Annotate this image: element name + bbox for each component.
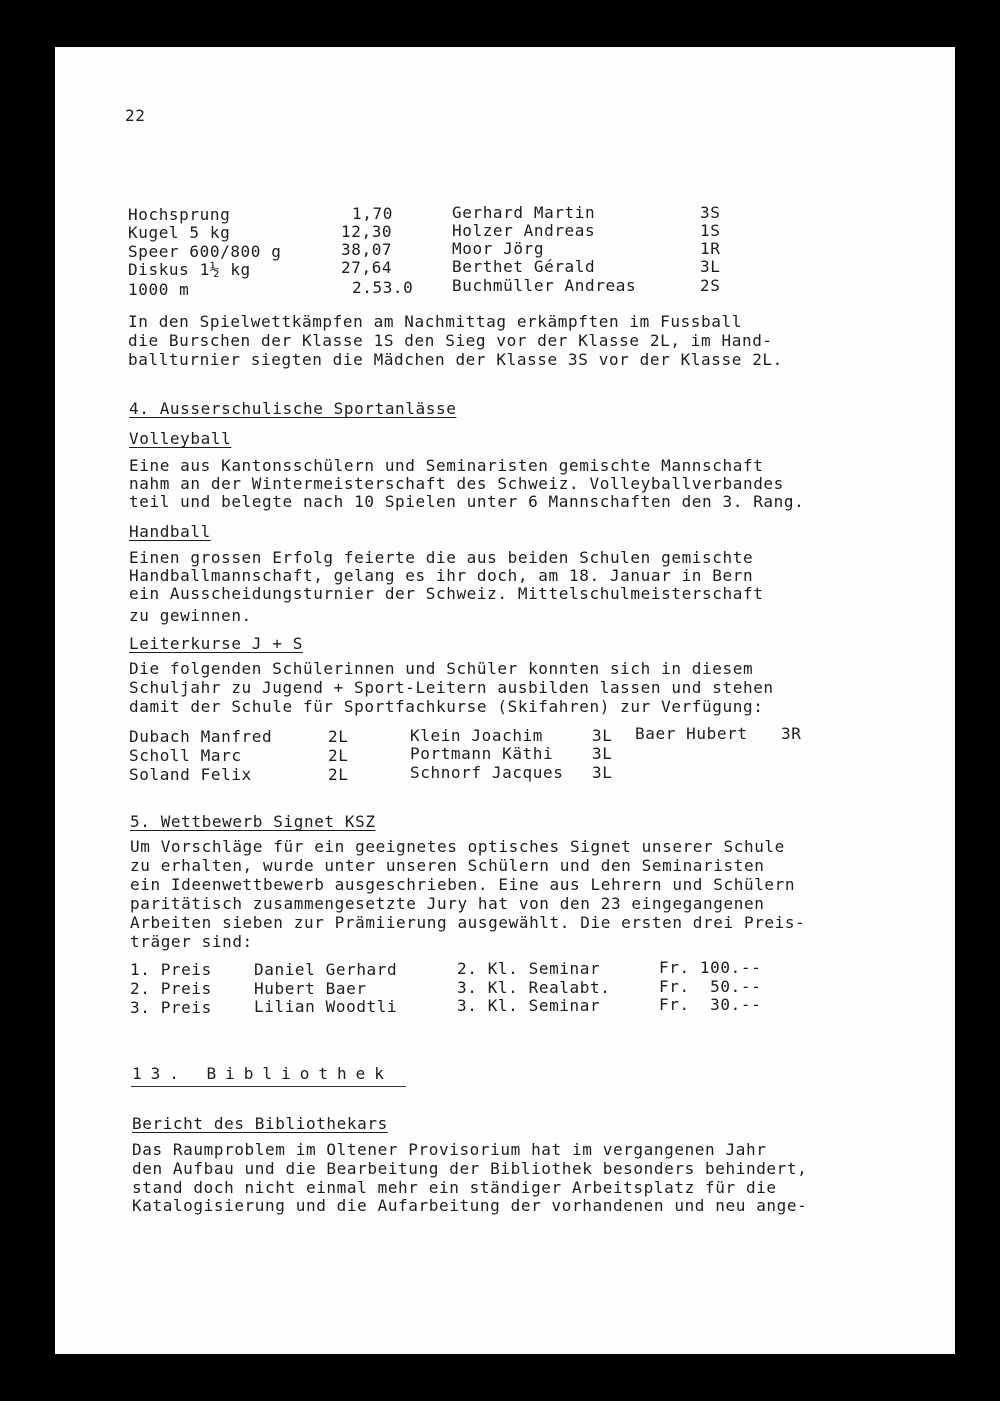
prize-rank: 1. Preis <box>130 960 212 979</box>
prize-name: Lilian Woodtli <box>254 997 398 1016</box>
text-line: zu erhalten, wurde unter unseren Schülern und den Seminaristen <box>130 856 765 875</box>
text-line: die Burschen der Klasse 1S den Sieg vor der Klasse 2L, im Hand- <box>128 331 773 350</box>
result-discipline: Hochsprung <box>128 205 231 224</box>
text-line: stand doch nicht einmal mehr ein ständiger Arbeitsplatz für die <box>132 1178 777 1197</box>
result-class: 1S <box>700 221 721 240</box>
text-line: Die folgenden Schülerinnen und Schüler konnten sich in diesem <box>129 659 754 678</box>
person-name: Scholl Marc <box>129 746 242 765</box>
subheading-volleyball: Volleyball <box>129 429 232 448</box>
prize-class: 3. Kl. Realabt. <box>457 978 611 997</box>
person-class: 3L <box>592 726 613 745</box>
page-number: 22 <box>125 106 146 125</box>
result-class: 2S <box>700 276 721 295</box>
result-value: 2.53.0 <box>352 278 414 297</box>
result-discipline: 1000 m <box>128 280 190 299</box>
result-name: Moor Jörg <box>452 239 545 258</box>
result-class: 3L <box>700 257 721 276</box>
result-discipline: Speer 600/800 g <box>128 242 282 261</box>
text-line: nahm an der Wintermeisterschaft des Schweiz. Volleyballverbandes <box>129 474 784 493</box>
text-line: Schuljahr zu Jugend + Sport-Leitern ausbilden lassen und stehen <box>129 678 774 697</box>
person-name: Dubach Manfred <box>129 727 273 746</box>
text-line: Handballmannschaft, gelang es ihr doch, am 18. Januar in Bern <box>129 566 754 585</box>
section-heading: 5. Wettbewerb Signet KSZ <box>130 812 376 831</box>
text-line: Das Raumproblem im Oltener Provisorium hat im vergangenen Jahr <box>132 1140 767 1159</box>
result-discipline: Diskus 1½ kg <box>128 260 251 279</box>
result-class: 1R <box>700 239 721 258</box>
text-line: Katalogisierung und die Aufarbeitung der vorhandenen und neu ange- <box>132 1196 808 1215</box>
document-page <box>55 47 955 1354</box>
section-heading: 4. Ausserschulische Sportanlässe <box>129 399 457 418</box>
prize-amount: Fr. 30.-- <box>659 995 762 1014</box>
prize-class: 2. Kl. Seminar <box>457 959 601 978</box>
text-line: Arbeiten sieben zur Prämiierung ausgewählt. Die ersten drei Preis- <box>130 913 806 932</box>
person-name: Portmann Käthi <box>410 744 554 763</box>
person-class: 3R <box>781 724 802 743</box>
text-line: ballturnier siegten die Mädchen der Klasse 3S vor der Klasse 2L. <box>128 350 783 369</box>
result-discipline: Kugel 5 kg <box>128 223 231 242</box>
text-line: teil und belegte nach 10 Spielen unter 6 Mannschaften den 3. Rang. <box>129 492 805 511</box>
person-name: Klein Joachim <box>410 726 544 745</box>
subheading-leiterkurse: Leiterkurse J + S <box>129 634 303 653</box>
subheading-handball: Handball <box>129 522 211 541</box>
prize-rank: 3. Preis <box>130 998 212 1017</box>
text-line: Einen grossen Erfolg feierte die aus beiden Schulen gemischte <box>129 548 754 567</box>
result-name: Gerhard Martin <box>452 203 596 222</box>
person-class: 2L <box>328 746 349 765</box>
person-class: 3L <box>592 744 613 763</box>
result-class: 3S <box>700 203 721 222</box>
text-line: In den Spielwettkämpfen am Nachmittag erkämpften im Fussball <box>128 312 742 331</box>
person-name: Soland Felix <box>129 765 252 784</box>
person-name: Baer Hubert <box>635 724 748 743</box>
person-class: 3L <box>592 763 613 782</box>
prize-amount: Fr. 50.-- <box>659 977 762 996</box>
prize-rank: 2. Preis <box>130 979 212 998</box>
chapter-heading: 13. Bibliothek <box>132 1064 393 1083</box>
person-class: 2L <box>328 765 349 784</box>
text-line: damit der Schule für Sportfachkurse (Skifahren) zur Verfügung: <box>129 697 764 716</box>
result-value: 12,30 <box>341 222 393 241</box>
text-line: den Aufbau und die Bearbeitung der Bibliothek besonders behindert, <box>132 1159 808 1178</box>
text-line: träger sind: <box>130 932 253 951</box>
prize-class: 3. Kl. Seminar <box>457 996 601 1015</box>
subheading-bibliothekar: Bericht des Bibliothekars <box>132 1114 388 1133</box>
prize-name: Daniel Gerhard <box>254 960 398 979</box>
result-value: 38,07 <box>341 240 393 259</box>
prize-amount: Fr. 100.-- <box>659 958 762 977</box>
text-line: zu gewinnen. <box>129 606 252 625</box>
result-name: Berthet Gérald <box>452 257 596 276</box>
result-name: Buchmüller Andreas <box>452 276 637 295</box>
result-value: 27,64 <box>341 258 393 277</box>
result-value: 1,70 <box>352 204 393 223</box>
text-line: Eine aus Kantonsschülern und Seminaristen gemischte Mannschaft <box>129 456 764 475</box>
person-class: 2L <box>328 727 349 746</box>
text-line: Um Vorschläge für ein geeignetes optisches Signet unserer Schule <box>130 837 785 856</box>
prize-name: Hubert Baer <box>254 979 367 998</box>
person-name: Schnorf Jacques <box>410 763 564 782</box>
text-line: ein Ausscheidungsturnier der Schweiz. Mittelschulmeisterschaft <box>129 584 764 603</box>
chapter-underline <box>131 1086 406 1087</box>
text-line: paritätisch zusammengesetzte Jury hat von den 23 eingegangenen <box>130 894 765 913</box>
text-line: ein Ideenwettbewerb ausgeschrieben. Eine aus Lehrern und Schülern <box>130 875 796 894</box>
result-name: Holzer Andreas <box>452 221 596 240</box>
